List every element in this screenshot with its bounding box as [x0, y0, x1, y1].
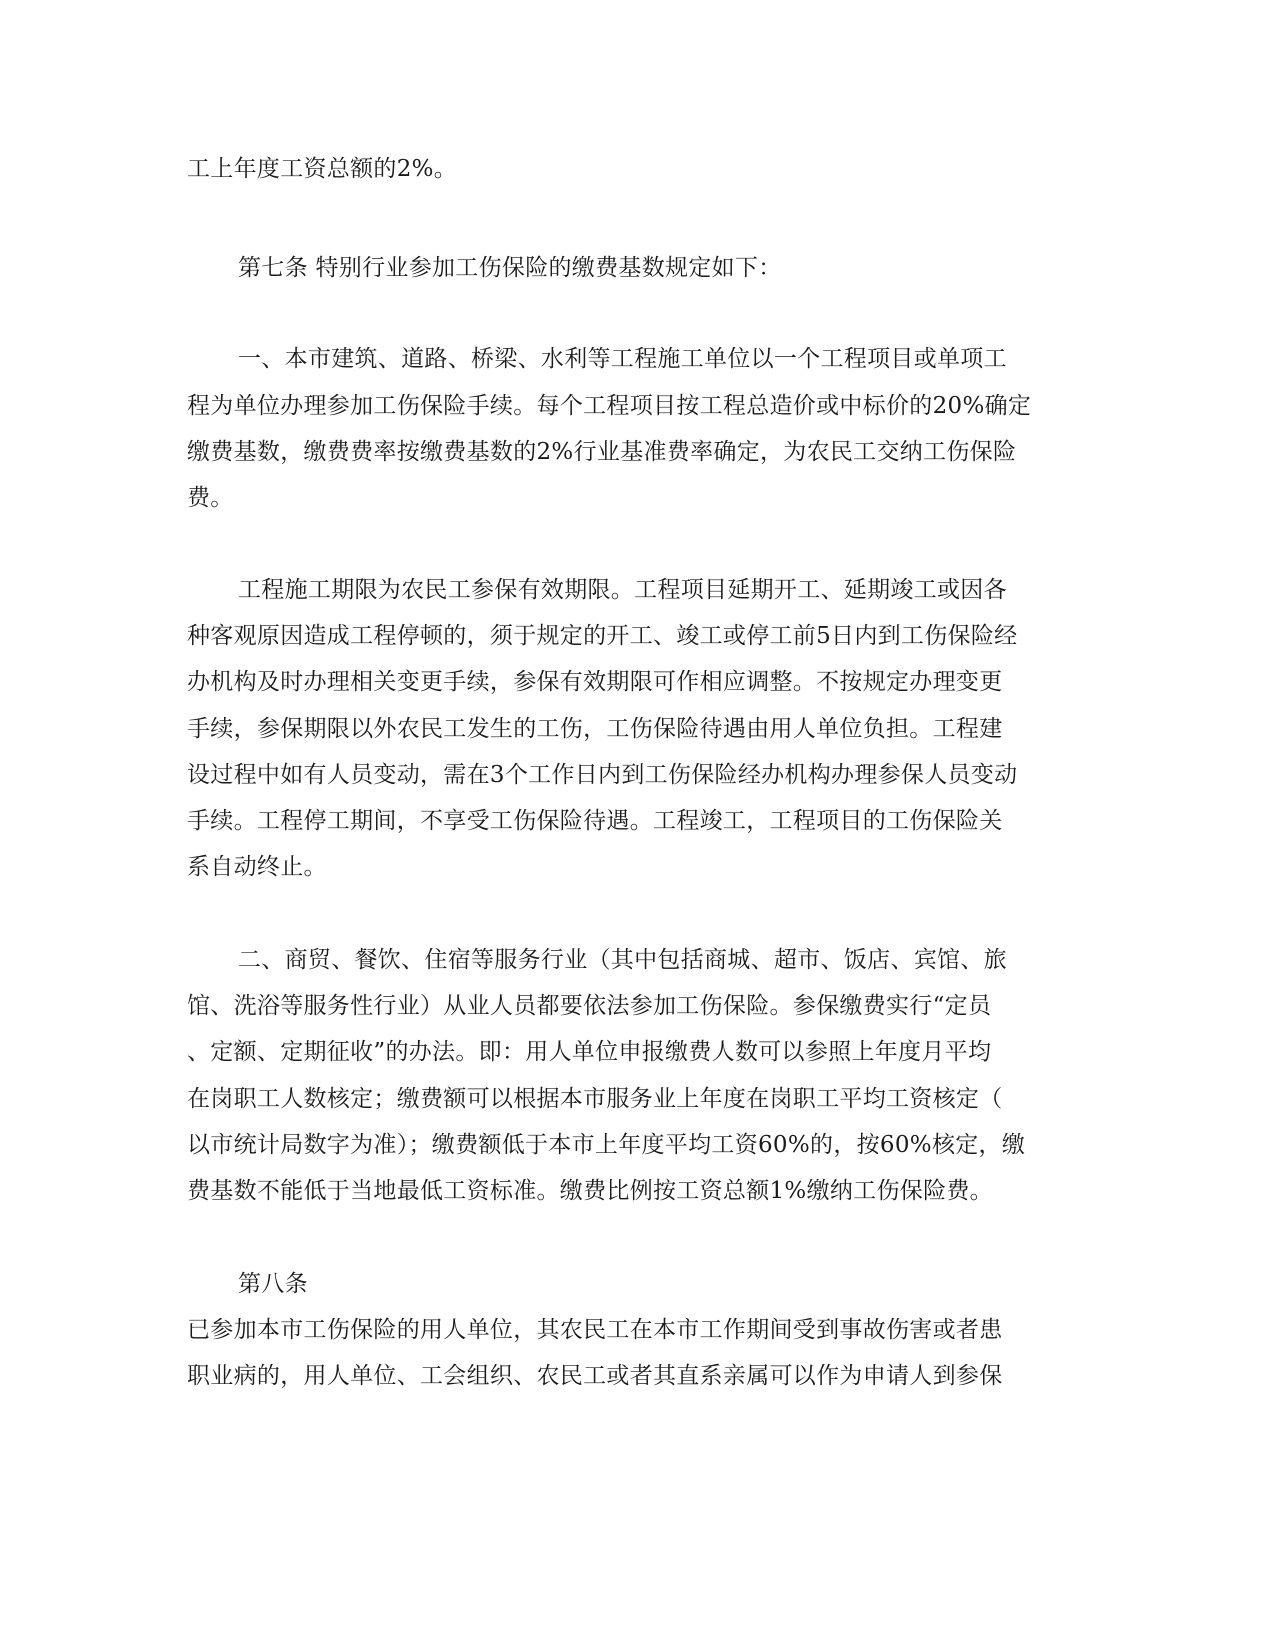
text-line: 手续。工程停工期间，不享受工伤保险待遇。工程竣工，工程项目的工伤保险关 [187, 808, 1003, 834]
text-line: 、定额、定期征收”的办法。即：用人单位申报缴费人数可以参照上年度月平均 [187, 1039, 992, 1065]
text-line: 办机构及时办理相关变更手续，参保有效期限可作相应调整。不按规定办理变更 [187, 669, 1003, 695]
text-line: 系自动终止。 [187, 854, 327, 880]
text-line: 二、商贸、餐饮、住宿等服务行业（其中包括商城、超市、饭店、宾馆、旅 [238, 947, 1007, 973]
article-heading: 第八条 [238, 1271, 308, 1297]
text-line: 费基数不能低于当地最低工资标准。缴费比例按工资总额1%缴纳工伤保险费。 [187, 1178, 993, 1204]
text-line: 职业病的，用人单位、工会组织、农民工或者其直系亲属可以作为申请人到参保 [187, 1363, 1003, 1389]
text-line: 工程施工期限为农民工参保有效期限。工程项目延期开工、延期竣工或因各 [238, 577, 1007, 603]
text-line: 设过程中如有人员变动，需在3个工作日内到工伤保险经办机构办理参保人员变动 [187, 762, 1018, 788]
text-line: 程为单位办理参加工伤保险手续。每个工程项目按工程总造价或中标价的20%确定 [187, 393, 1032, 419]
text-line: 以市统计局数字为准）；缴费额低于本市上年度平均工资60%的，按60%核定，缴 [187, 1132, 1026, 1158]
text-line: 已参加本市工伤保险的用人单位，其农民工在本市工作期间受到事故伤害或者患 [187, 1317, 1003, 1343]
text-line: 费。 [187, 485, 234, 511]
article-heading: 第七条 特别行业参加工伤保险的缴费基数规定如下： [238, 255, 782, 281]
text-line: 一、本市建筑、道路、桥梁、水利等工程施工单位以一个工程项目或单项工 [238, 346, 1007, 372]
text-line: 在岗职工人数核定；缴费额可以根据本市服务业上年度在岗职工平均工资核定（ [187, 1086, 1003, 1112]
text-line: 缴费基数，缴费费率按缴费基数的2%行业基准费率确定，为农民工交纳工伤保险 [187, 439, 1017, 465]
text-line: 工上年度工资总额的2%。 [187, 156, 458, 182]
text-line: 馆、洗浴等服务性行业）从业人员都要依法参加工伤保险。参保缴费实行“定员 [187, 993, 992, 1019]
text-line: 种客观原因造成工程停顿的，须于规定的开工、竣工或停工前5日内到工伤保险经 [187, 623, 1018, 649]
text-line: 手续，参保期限以外农民工发生的工伤，工伤保险待遇由用人单位负担。工程建 [187, 716, 1003, 742]
